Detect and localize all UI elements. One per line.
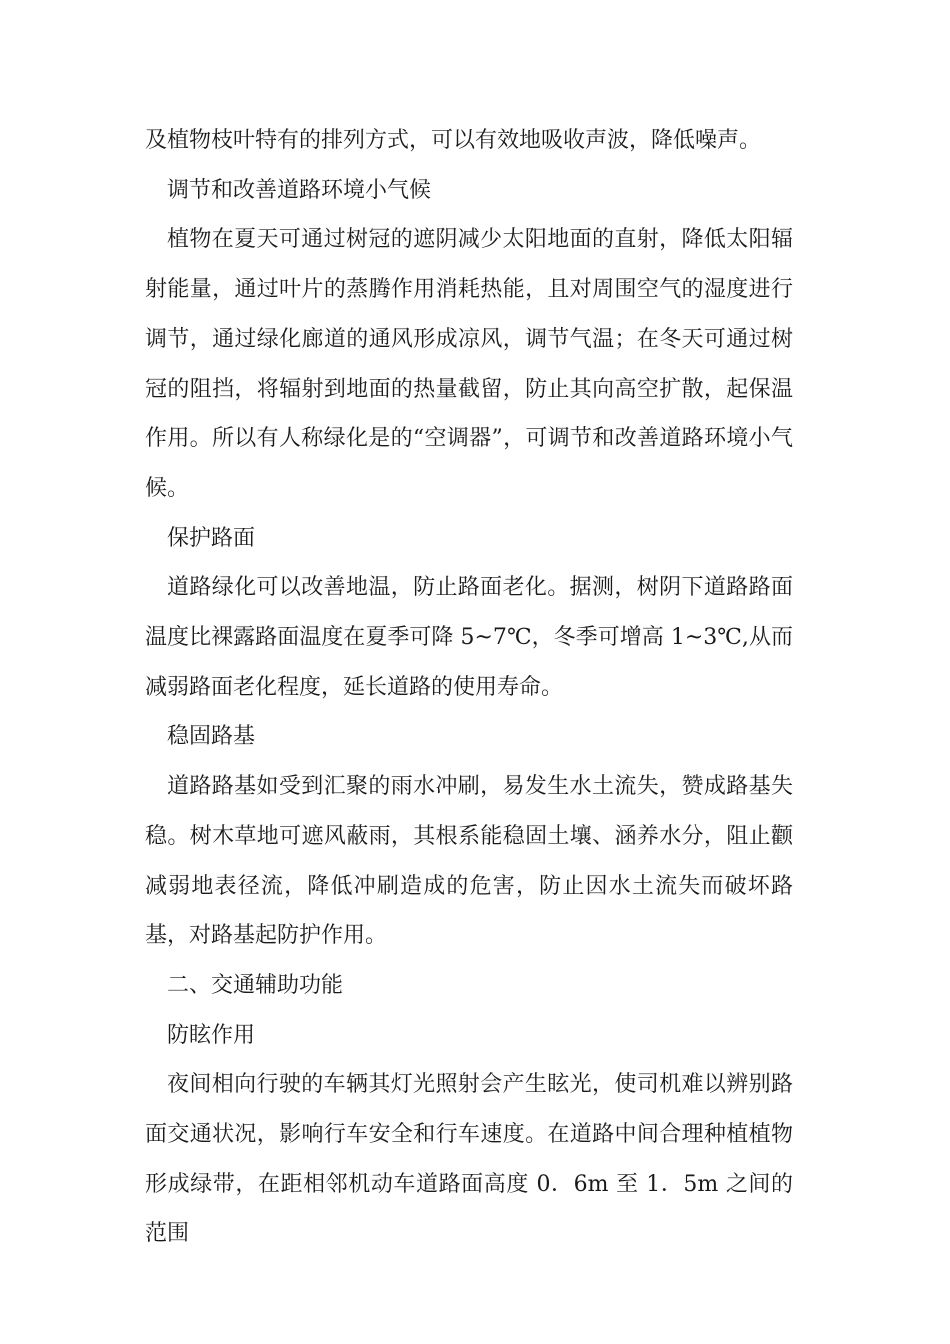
heading-anti-glare: 防眩作用 xyxy=(167,1022,256,1048)
heading-protect-road: 保护路面 xyxy=(167,525,256,551)
paragraph-protect-road: 道路绿化可以改善地温，防止路面老化。据测，树阴下道路路面温度比裸露路面温度在夏季可降 5~7℃，冬季可增高 1~3℃,从而减弱路面老化程度，延长道路的使用寿命。 xyxy=(145,575,793,700)
heading-traffic-assist: 二、交通辅助功能 xyxy=(167,972,344,998)
paragraph-continuation: 及植物枝叶特有的排列方式，可以有效地吸收声波，降低噪声。 xyxy=(145,128,762,153)
heading-stabilize-roadbed: 稳固路基 xyxy=(167,724,256,750)
paragraph-stabilize-roadbed: 道路路基如受到汇聚的雨水冲刷，易发生水土流失，赞成路基失稳。树木草地可遮风蔽雨，其根系能稳固土壤、涵养水分，阻止颧减弱地表径流，降低冲刷造成的危害，防止因水土流失而破坏路基，对路基起防护作用。 xyxy=(145,774,793,949)
paragraph-microclimate: 植物在夏天可通过树冠的遮阴减少太阳地面的直射，降低太阳辐射能量，通过叶片的蒸腾作用消耗热能，且对周围空气的湿度进行调节，通过绿化廊道的通风形成凉风，调节气温；在冬天可通过树冠的阻挡，将辐射到地面的热量截留，防止其向高空扩散，起保温作用。所以有人称绿化是的“空调器”，可调节和改善道路环境小气候。 xyxy=(145,227,793,501)
paragraph-anti-glare: 夜间相向行驶的车辆其灯光照射会产生眩光，使司机难以辨别路面交通状况，影响行车安全和行车速度。在道路中间合理种植植物形成绿带，在距相邻机动车道路面高度 0．6m 至 1．5m 之间的范围 xyxy=(145,1072,793,1247)
document-body xyxy=(145,116,793,1259)
heading-microclimate: 调节和改善道路环境小气候 xyxy=(167,177,432,203)
